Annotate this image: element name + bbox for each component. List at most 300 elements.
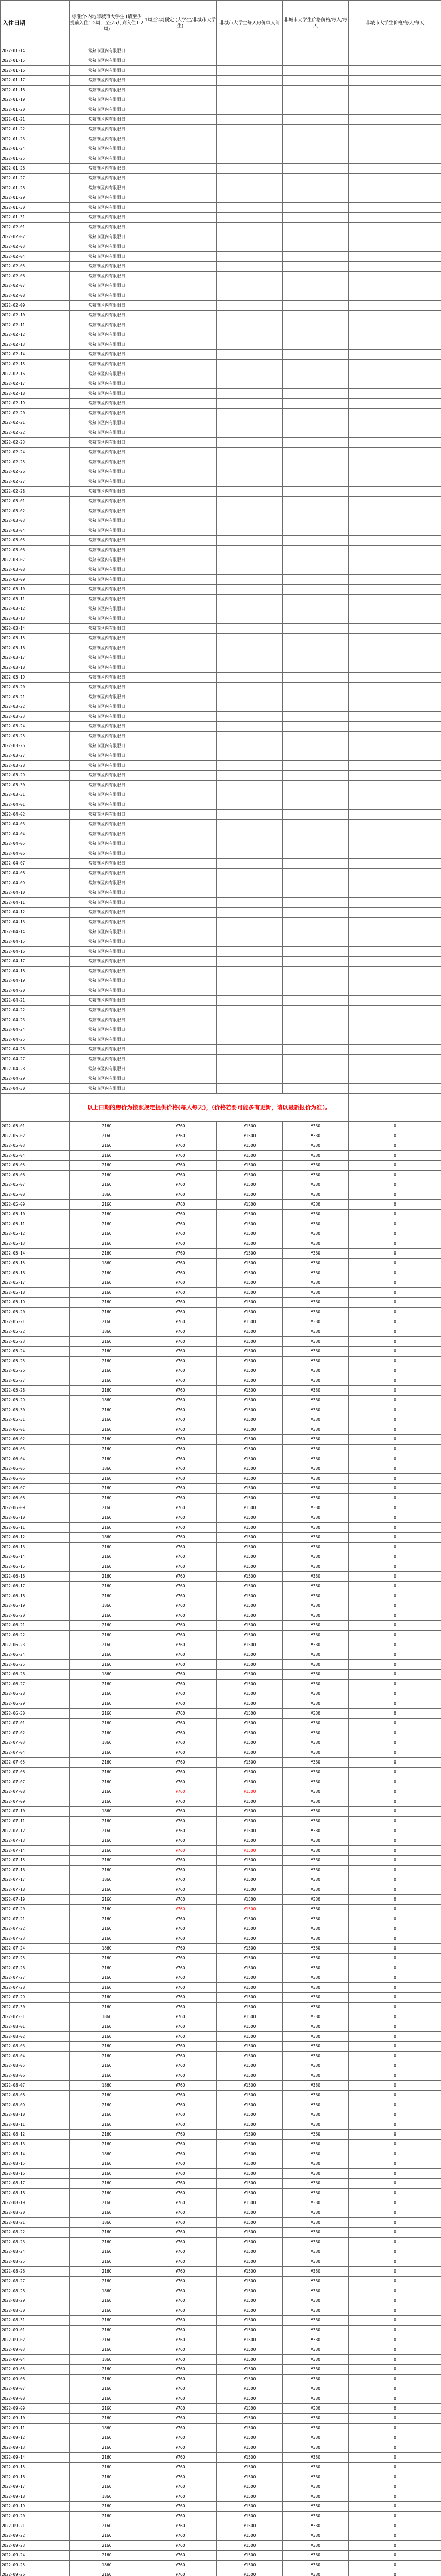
mid-price-cell: ¥330: [283, 1317, 349, 1327]
closed-status-cell: 常熟市区内有限限日: [70, 820, 144, 829]
single-price-cell: ¥1500: [217, 1259, 283, 1268]
week-price-cell: ¥760: [144, 2521, 217, 2531]
empty-cell: [283, 839, 349, 849]
mid-price-cell: ¥330: [283, 1308, 349, 1317]
table-row: [1, 2443, 441, 2453]
last-price-cell: 0: [349, 1846, 441, 1856]
header-week-booking: 1周至2周预定 (大学生/非城市大学生): [144, 1, 217, 46]
empty-cell: [283, 1084, 349, 1094]
date-cell: 2022-02-03: [1, 242, 70, 252]
date-cell: 2022-01-27: [1, 174, 70, 183]
empty-cell: [144, 1006, 217, 1015]
empty-cell: [283, 1074, 349, 1084]
mid-price-cell: ¥330: [283, 2247, 349, 2257]
table-row: [1, 1064, 441, 1074]
single-price-cell: ¥1500: [217, 1601, 283, 1611]
std-price-cell: 1860: [70, 2355, 144, 2365]
table-row: [1, 1229, 441, 1239]
empty-cell: [217, 986, 283, 996]
empty-cell: [283, 996, 349, 1006]
date-cell: 2022-04-30: [1, 1084, 70, 1094]
single-price-cell: ¥1500: [217, 2453, 283, 2463]
date-cell: 2022-04-18: [1, 967, 70, 976]
table-row: [1, 2541, 441, 2551]
empty-cell: [283, 918, 349, 927]
last-price-cell: 0: [349, 1777, 441, 1787]
closed-status-cell: 常熟市区内有限限日: [70, 213, 144, 223]
single-price-cell: ¥1500: [217, 1552, 283, 1562]
table-row: [1, 1337, 441, 1347]
last-price-cell: 0: [349, 2277, 441, 2286]
empty-cell: [349, 95, 441, 105]
std-price-cell: 2160: [70, 1474, 144, 1484]
date-cell: 2022-08-22: [1, 2228, 70, 2238]
week-price-cell: ¥760: [144, 1484, 217, 1494]
empty-cell: [217, 595, 283, 604]
table-row: [1, 1797, 441, 1807]
date-cell: 2022-07-30: [1, 2003, 70, 2012]
std-price-cell: 2160: [70, 2022, 144, 2032]
empty-cell: [349, 732, 441, 741]
last-price-cell: 0: [349, 1327, 441, 1337]
empty-cell: [217, 174, 283, 183]
table-row: [1, 898, 441, 908]
mid-price-cell: ¥330: [283, 2228, 349, 2238]
empty-cell: [217, 86, 283, 95]
empty-cell: [349, 829, 441, 839]
last-price-cell: 0: [349, 1425, 441, 1435]
std-price-cell: 2160: [70, 1141, 144, 1151]
mid-price-cell: ¥330: [283, 1914, 349, 1924]
last-price-cell: 0: [349, 1631, 441, 1640]
empty-cell: [217, 976, 283, 986]
mid-price-cell: ¥330: [283, 1817, 349, 1826]
empty-cell: [349, 242, 441, 252]
date-cell: 2022-08-06: [1, 2071, 70, 2081]
last-price-cell: 0: [349, 1239, 441, 1249]
closed-status-cell: 常熟市区内有限限日: [70, 389, 144, 399]
mid-price-cell: ¥330: [283, 2071, 349, 2081]
std-price-cell: 2160: [70, 1846, 144, 1856]
empty-cell: [217, 506, 283, 516]
mid-price-cell: ¥330: [283, 2159, 349, 2169]
closed-status-cell: 常熟市区内有限限日: [70, 183, 144, 193]
last-price-cell: 0: [349, 1699, 441, 1709]
table-row: [1, 2286, 441, 2296]
date-cell: 2022-02-05: [1, 262, 70, 272]
empty-cell: [217, 369, 283, 379]
date-cell: 2022-03-23: [1, 712, 70, 722]
std-price-cell: 2160: [70, 1993, 144, 2003]
date-cell: 2022-05-04: [1, 1151, 70, 1161]
table-row: [1, 741, 441, 751]
single-price-cell: ¥1500: [217, 2443, 283, 2453]
date-cell: 2022-08-19: [1, 2198, 70, 2208]
week-price-cell: ¥760: [144, 2482, 217, 2492]
date-cell: 2022-03-16: [1, 643, 70, 653]
single-price-cell: ¥1500: [217, 1787, 283, 1797]
std-price-cell: 2160: [70, 2345, 144, 2355]
empty-cell: [217, 183, 283, 193]
empty-cell: [283, 546, 349, 555]
empty-cell: [144, 575, 217, 585]
single-price-cell: ¥1500: [217, 1954, 283, 1963]
date-cell: 2022-08-30: [1, 2306, 70, 2316]
empty-cell: [283, 986, 349, 996]
week-price-cell: ¥760: [144, 2130, 217, 2140]
date-cell: 2022-06-26: [1, 1670, 70, 1680]
empty-cell: [283, 144, 349, 154]
week-price-cell: ¥760: [144, 2267, 217, 2277]
table-row: [1, 996, 441, 1006]
single-price-cell: ¥1500: [217, 1709, 283, 1719]
week-price-cell: ¥760: [144, 1738, 217, 1748]
date-cell: 2022-08-24: [1, 2247, 70, 2257]
std-price-cell: 2160: [70, 2032, 144, 2042]
last-price-cell: 0: [349, 1552, 441, 1562]
table-row: [1, 1180, 441, 1190]
closed-status-cell: 常熟市区内有限限日: [70, 457, 144, 467]
last-price-cell: 0: [349, 1357, 441, 1366]
date-cell: 2022-07-05: [1, 1758, 70, 1768]
table-row: [1, 2042, 441, 2052]
table-row: [1, 1963, 441, 1973]
week-price-cell: ¥760: [144, 2492, 217, 2502]
empty-cell: [217, 1006, 283, 1015]
empty-cell: [144, 976, 217, 986]
std-price-cell: 2160: [70, 2169, 144, 2179]
empty-cell: [283, 360, 349, 369]
table-row: [1, 820, 441, 829]
mid-price-cell: ¥330: [283, 1464, 349, 1474]
date-cell: 2022-06-07: [1, 1484, 70, 1494]
table-row: [1, 1445, 441, 1454]
std-price-cell: 2160: [70, 1445, 144, 1454]
mid-price-cell: ¥330: [283, 1582, 349, 1591]
empty-cell: [283, 536, 349, 546]
mid-price-cell: ¥330: [283, 2502, 349, 2512]
date-cell: 2022-08-23: [1, 2238, 70, 2247]
std-price-cell: 2160: [70, 1963, 144, 1973]
mid-price-cell: ¥330: [283, 2100, 349, 2110]
empty-cell: [349, 360, 441, 369]
empty-cell: [349, 614, 441, 624]
last-price-cell: 0: [349, 2032, 441, 2042]
table-row: [1, 1190, 441, 1200]
week-price-cell: ¥760: [144, 1846, 217, 1856]
std-price-cell: 2160: [70, 2100, 144, 2110]
last-price-cell: 0: [349, 2433, 441, 2443]
empty-cell: [217, 320, 283, 330]
date-cell: 2022-06-27: [1, 1680, 70, 1689]
week-price-cell: ¥760: [144, 2140, 217, 2149]
header-standard-price: 标准价-内地非城市大学生 (请至少提前入住1-2周，至少5月到入住1-2周): [70, 1, 144, 46]
last-price-cell: 0: [349, 1807, 441, 1817]
date-cell: 2022-09-05: [1, 2365, 70, 2375]
table-row: [1, 1885, 441, 1895]
table-row: [1, 193, 441, 203]
week-price-cell: ¥760: [144, 2003, 217, 2012]
empty-cell: [283, 164, 349, 174]
empty-cell: [144, 820, 217, 829]
mid-price-cell: ¥330: [283, 1866, 349, 1875]
date-cell: 2022-02-08: [1, 291, 70, 301]
empty-cell: [217, 213, 283, 223]
empty-cell: [283, 761, 349, 771]
week-price-cell: ¥760: [144, 1728, 217, 1738]
date-cell: 2022-04-06: [1, 849, 70, 859]
closed-status-cell: 常熟市区内有限限日: [70, 281, 144, 291]
date-cell: 2022-02-06: [1, 272, 70, 281]
table-row: [1, 634, 441, 643]
empty-cell: [283, 448, 349, 457]
mid-price-cell: ¥330: [283, 1249, 349, 1259]
date-cell: 2022-07-29: [1, 1993, 70, 2003]
date-cell: 2022-04-14: [1, 927, 70, 937]
std-price-cell: 2160: [70, 2453, 144, 2463]
empty-cell: [217, 203, 283, 213]
date-cell: 2022-04-09: [1, 878, 70, 888]
empty-cell: [144, 174, 217, 183]
last-price-cell: 0: [349, 1738, 441, 1748]
closed-status-cell: 常熟市区内有限限日: [70, 967, 144, 976]
mid-price-cell: ¥330: [283, 1366, 349, 1376]
date-cell: 2022-03-28: [1, 761, 70, 771]
empty-cell: [349, 1045, 441, 1055]
mid-price-cell: ¥330: [283, 1885, 349, 1895]
date-cell: 2022-08-28: [1, 2286, 70, 2296]
mid-price-cell: ¥330: [283, 1601, 349, 1611]
mid-price-cell: ¥330: [283, 1337, 349, 1347]
week-price-cell: ¥760: [144, 1151, 217, 1161]
last-price-cell: 0: [349, 1396, 441, 1405]
std-price-cell: 2160: [70, 2042, 144, 2052]
closed-status-cell: 常熟市区内有限限日: [70, 976, 144, 986]
week-price-cell: ¥760: [144, 1963, 217, 1973]
week-price-cell: ¥760: [144, 2022, 217, 2032]
date-cell: 2022-05-05: [1, 1161, 70, 1171]
date-cell: 2022-07-11: [1, 1817, 70, 1826]
last-price-cell: 0: [349, 1503, 441, 1513]
std-price-cell: 2160: [70, 1171, 144, 1180]
table-row: [1, 1689, 441, 1699]
week-price-cell: ¥760: [144, 1474, 217, 1484]
date-cell: 2022-04-05: [1, 839, 70, 849]
single-price-cell: ¥1500: [217, 1288, 283, 1298]
empty-cell: [217, 761, 283, 771]
single-price-cell: ¥1500: [217, 1308, 283, 1317]
table-row: [1, 1259, 441, 1268]
single-price-cell: ¥1500: [217, 2316, 283, 2326]
std-price-cell: 2160: [70, 2531, 144, 2541]
table-row: [1, 2335, 441, 2345]
empty-cell: [283, 183, 349, 193]
last-price-cell: 0: [349, 1445, 441, 1454]
std-price-cell: 2160: [70, 2306, 144, 2316]
single-price-cell: ¥1500: [217, 1513, 283, 1523]
empty-cell: [217, 311, 283, 320]
mid-price-cell: ¥330: [283, 1239, 349, 1249]
empty-cell: [217, 575, 283, 585]
empty-cell: [217, 350, 283, 360]
empty-cell: [349, 702, 441, 712]
empty-cell: [144, 918, 217, 927]
date-cell: 2022-01-26: [1, 164, 70, 174]
std-price-cell: 2160: [70, 2091, 144, 2100]
std-price-cell: 2160: [70, 2365, 144, 2375]
week-price-cell: ¥760: [144, 2081, 217, 2091]
week-price-cell: ¥760: [144, 2404, 217, 2414]
week-price-cell: ¥760: [144, 2551, 217, 2561]
empty-cell: [144, 46, 217, 56]
mid-price-cell: ¥330: [283, 2512, 349, 2521]
mid-price-cell: ¥330: [283, 2061, 349, 2071]
week-price-cell: ¥760: [144, 1856, 217, 1866]
date-cell: 2022-07-28: [1, 1983, 70, 1993]
std-price-cell: 2160: [70, 2521, 144, 2531]
std-price-cell: 1860: [70, 2149, 144, 2159]
week-price-cell: ¥760: [144, 2228, 217, 2238]
empty-cell: [144, 790, 217, 800]
closed-status-cell: 常熟市区内有限限日: [70, 624, 144, 634]
closed-status-cell: 常熟市区内有限限日: [70, 781, 144, 790]
single-price-cell: ¥1500: [217, 2404, 283, 2414]
single-price-cell: ¥1500: [217, 2561, 283, 2570]
week-price-cell: ¥760: [144, 2286, 217, 2296]
date-cell: 2022-03-03: [1, 516, 70, 526]
week-price-cell: ¥760: [144, 1298, 217, 1308]
table-row: [1, 1464, 441, 1474]
single-price-cell: ¥1500: [217, 1866, 283, 1875]
table-row: [1, 595, 441, 604]
last-price-cell: 0: [349, 2394, 441, 2404]
last-price-cell: 0: [349, 1151, 441, 1161]
table-row: [1, 1543, 441, 1552]
empty-cell: [144, 360, 217, 369]
empty-cell: [283, 105, 349, 115]
mid-price-cell: ¥330: [283, 1699, 349, 1709]
week-price-cell: ¥760: [144, 1905, 217, 1914]
empty-cell: [349, 781, 441, 790]
last-price-cell: 0: [349, 2208, 441, 2218]
empty-cell: [217, 937, 283, 947]
week-price-cell: ¥760: [144, 2100, 217, 2110]
table-row: [1, 506, 441, 516]
table-row: [1, 2179, 441, 2189]
mid-price-cell: ¥330: [283, 1846, 349, 1856]
last-price-cell: 0: [349, 2443, 441, 2453]
last-price-cell: 0: [349, 1268, 441, 1278]
table-row: [1, 203, 441, 213]
date-cell: 2022-08-02: [1, 2032, 70, 2042]
last-price-cell: 0: [349, 1670, 441, 1680]
last-price-cell: 0: [349, 1141, 441, 1151]
empty-cell: [349, 154, 441, 164]
week-price-cell: ¥760: [144, 1464, 217, 1474]
date-cell: 2022-07-01: [1, 1719, 70, 1728]
empty-cell: [283, 595, 349, 604]
empty-cell: [144, 1015, 217, 1025]
std-price-cell: 2160: [70, 2140, 144, 2149]
last-price-cell: 0: [349, 1748, 441, 1758]
empty-cell: [144, 712, 217, 722]
mid-price-cell: ¥330: [283, 1180, 349, 1190]
week-price-cell: ¥760: [144, 2365, 217, 2375]
empty-cell: [217, 829, 283, 839]
last-price-cell: 0: [349, 1405, 441, 1415]
table-row: [1, 1817, 441, 1826]
table-row: [1, 918, 441, 927]
empty-cell: [144, 663, 217, 673]
std-price-cell: 2160: [70, 1914, 144, 1924]
empty-cell: [144, 741, 217, 751]
date-cell: 2022-06-25: [1, 1660, 70, 1670]
date-cell: 2022-06-13: [1, 1543, 70, 1552]
table-row: [1, 1562, 441, 1572]
std-price-cell: 2160: [70, 1660, 144, 1670]
date-cell: 2022-04-07: [1, 859, 70, 869]
date-cell: 2022-05-20: [1, 1308, 70, 1317]
table-row: [1, 2169, 441, 2179]
week-price-cell: ¥760: [144, 1415, 217, 1425]
std-price-cell: 2160: [70, 1973, 144, 1983]
date-cell: 2022-08-17: [1, 2179, 70, 2189]
std-price-cell: 2160: [70, 2404, 144, 2414]
mid-price-cell: ¥330: [283, 2316, 349, 2326]
date-cell: 2022-06-19: [1, 1601, 70, 1611]
single-price-cell: ¥1500: [217, 1484, 283, 1494]
mid-price-cell: ¥330: [283, 1405, 349, 1415]
last-price-cell: 0: [349, 1934, 441, 1944]
std-price-cell: 2160: [70, 1317, 144, 1327]
mid-price-cell: ¥330: [283, 1631, 349, 1640]
empty-cell: [349, 291, 441, 301]
date-cell: 2022-05-28: [1, 1386, 70, 1396]
last-price-cell: 0: [349, 2091, 441, 2100]
std-price-cell: 1860: [70, 2561, 144, 2570]
last-price-cell: 0: [349, 2022, 441, 2032]
date-cell: 2022-07-16: [1, 1866, 70, 1875]
last-price-cell: 0: [349, 1435, 441, 1445]
closed-status-cell: 常熟市区内有限限日: [70, 898, 144, 908]
empty-cell: [283, 663, 349, 673]
table-row: [1, 105, 441, 115]
closed-status-cell: 常熟市区内有限限日: [70, 546, 144, 555]
empty-cell: [217, 849, 283, 859]
mid-price-cell: ¥330: [283, 2052, 349, 2061]
date-cell: 2022-04-11: [1, 898, 70, 908]
table-row: [1, 1826, 441, 1836]
empty-cell: [283, 859, 349, 869]
empty-cell: [217, 898, 283, 908]
single-price-cell: ¥1500: [217, 2228, 283, 2238]
table-row: [1, 1611, 441, 1621]
closed-status-cell: 常熟市区内有限限日: [70, 702, 144, 712]
mid-price-cell: ¥330: [283, 1543, 349, 1552]
single-price-cell: ¥1500: [217, 1983, 283, 1993]
table-row: [1, 1357, 441, 1366]
table-row: [1, 95, 441, 105]
notice-row: [1, 1094, 441, 1122]
last-price-cell: 0: [349, 1161, 441, 1171]
empty-cell: [217, 193, 283, 203]
week-price-cell: ¥760: [144, 1317, 217, 1327]
last-price-cell: 0: [349, 2012, 441, 2022]
date-cell: 2022-07-06: [1, 1768, 70, 1777]
last-price-cell: 0: [349, 2404, 441, 2414]
single-price-cell: ¥1500: [217, 1268, 283, 1278]
week-price-cell: ¥760: [144, 1983, 217, 1993]
